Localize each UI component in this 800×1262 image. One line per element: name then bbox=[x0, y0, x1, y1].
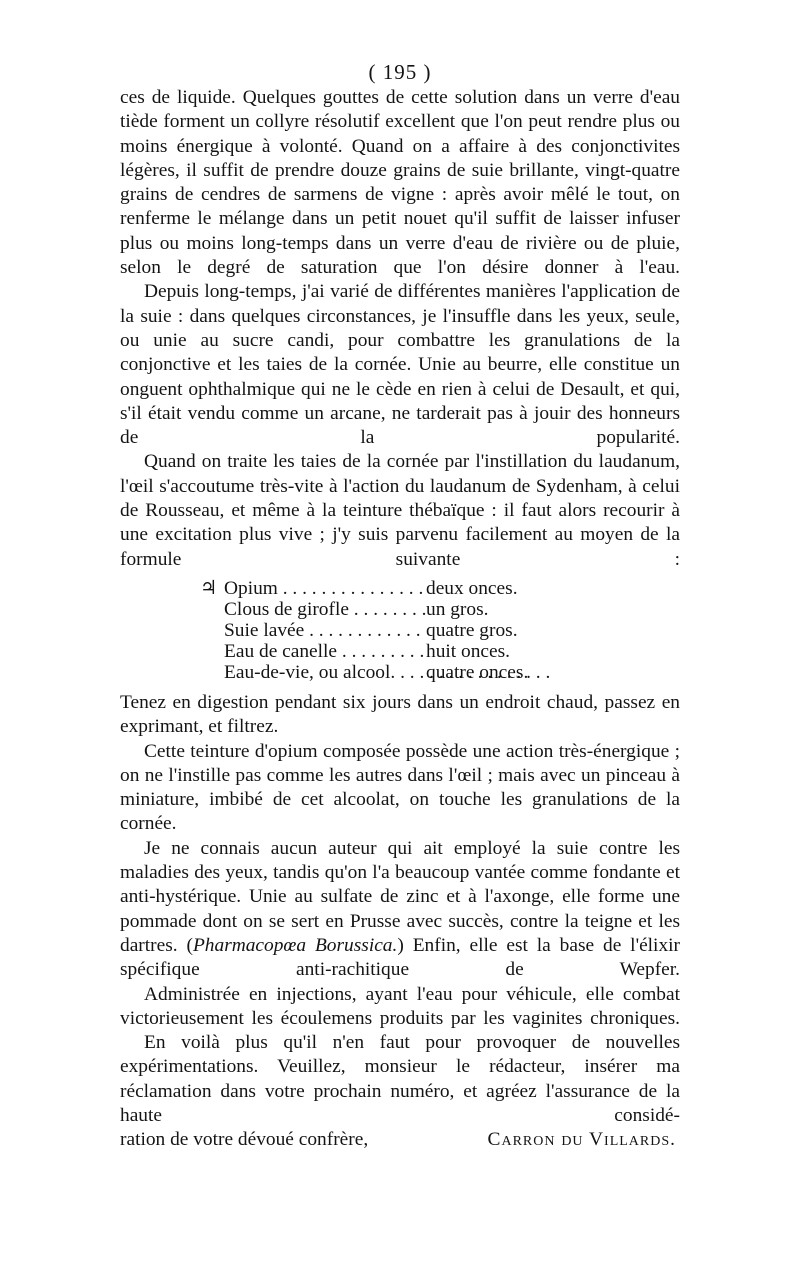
paragraph-1: ces de liquide. Quelques gouttes de cette solution dans un verre d'eau tiède forment un collyre résolutif excellent que l'on peut rendre plus ou moins énergique à volonté. Quand on a affaire à des conjonctivites légères, il suffit de prendre douze grains de suie brillante, vingt-quatre grains de cendres de sarmens de vigne : après avoir mêlé le tout, on renferme le mélange dans un petit nouet qu'il suffit de laisser infuser plus ou moins long-temps dans un verre d'eau de rivière ou de pluie, selon le degré de saturation que l'on désire donner à l'eau. bbox=[120, 87, 680, 279]
paragraph-5: Cette teinture d'opium composée possède une action très-énergique ; on ne l'instille pas comme les autres dans l'œil ; mais avec un pinceau à miniature, imbibé de cet alcoolat, on touche les granulations de la cornée. bbox=[120, 740, 680, 835]
formula-row bbox=[200, 578, 680, 599]
formula-quantity: un gros. bbox=[426, 598, 489, 620]
paragraph-2: Depuis long-temps, j'ai varié de différentes manières l'application de la suie : dans quelques circonstances, je l'insuffle dans les yeux, seule, ou unie au sucre candi, pour combattre les granulations de la conjonctive et les taies de la cornée. Unie au beurre, elle constitue un onguent ophthalmique qui ne le cède en rien à celui de Desault, et qui, s'il était vendu comme un arcane, ne tarderait pas à jouir des honneurs de la popularité. bbox=[120, 281, 680, 449]
recipe-symbol: ♃ bbox=[200, 577, 218, 599]
page-number: ( 195 ) bbox=[368, 60, 432, 84]
body-text bbox=[120, 86, 680, 1153]
formula-quantity: quatre onces. bbox=[426, 661, 529, 683]
formula-row bbox=[200, 620, 680, 641]
formula-quantity: huit onces. bbox=[426, 640, 511, 662]
formula-ingredient: Clous de girofle . . . bbox=[224, 599, 426, 620]
formula-ingredient: Suie lavée . . . bbox=[224, 620, 426, 641]
formula-row bbox=[200, 662, 680, 683]
paragraph-4: Tenez en digestion pendant six jours dans un endroit chaud, passez en exprimant, et filtrez. bbox=[120, 691, 680, 738]
closing-text: ration de votre dévoué confrère, bbox=[120, 1129, 369, 1151]
citation-title: Pharmacopœa Borussica. bbox=[192, 934, 398, 956]
formula-row bbox=[200, 641, 680, 662]
paragraph-8: En voilà plus qu'il n'en faut pour provoquer de nouvelles expérimentations. Veuillez, monsieur le rédacteur, insérer ma réclamation dans votre prochain numéro, et agréez l'assurance de la haute considé- bbox=[120, 1032, 680, 1126]
paragraph-3: Quand on traite les taies de la cornée par l'instillation du laudanum, l'œil s'accoutume très-vite à l'action du laudanum de Sydenham, à celui de Rousseau, et même à la teinture thébaïque : il faut alors recourir à une excitation plus vive ; j'y suis parvenu facilement au moyen de la formule suivante : bbox=[120, 451, 680, 570]
paragraph-6-text: Je ne connais aucun auteur qui ait employé la suie contre les maladies des yeux, tandis qu'on l'a beaucoup vantée comme fondante et anti-hystérique. Unie au sulfate de zinc et à l'axonge, elle forme une pommade dont on se sert en Prusse avec succès, contre la teigne et les dartres. ( bbox=[120, 837, 680, 956]
paragraph-7: Administrée en injections, ayant l'eau pour véhicule, elle combat victorieusement les écoulemens produits par les vaginites chroniques. bbox=[120, 983, 680, 1029]
formula-quantity: quatre gros. bbox=[426, 619, 518, 641]
recipe-formula bbox=[200, 578, 680, 683]
formula-ingredient: Eau de canelle . . . bbox=[224, 641, 426, 662]
formula-ingredient: Opium . . . bbox=[224, 578, 426, 599]
paragraph-6-text-cont: ) Enfin, elle est la base de l'élixir spécifique anti-rachitique de Wepfer. bbox=[120, 934, 680, 981]
formula-ingredient: Eau-de-vie, ou alcool. . . . bbox=[224, 662, 426, 683]
closing-line bbox=[120, 1128, 680, 1152]
formula-row bbox=[200, 599, 680, 620]
paragraph-6 bbox=[120, 837, 680, 983]
author-signature: Carron du Villards. bbox=[487, 1129, 676, 1151]
formula-quantity: deux onces. bbox=[426, 577, 518, 599]
